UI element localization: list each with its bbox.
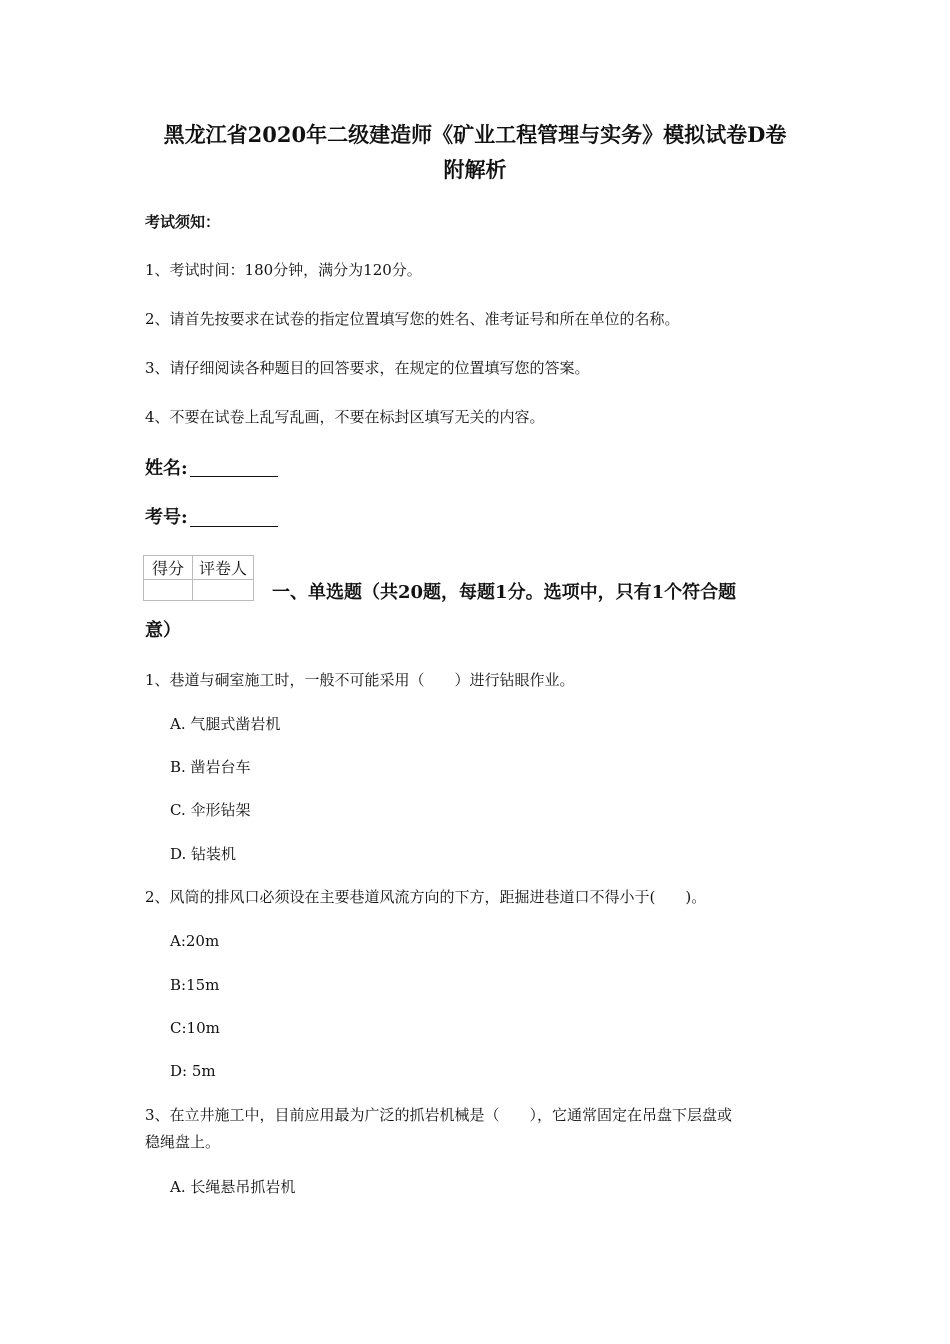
document-title: 黑龙江省2020年二级建造师《矿业工程管理与实务》模拟试卷D卷: [163, 122, 787, 147]
grader-header: 评卷人: [193, 556, 254, 580]
answer-option: A. 气腿式凿岩机: [170, 715, 281, 733]
notice-item: 4、不要在试卷上乱写乱画，不要在标封区填写无关的内容。: [145, 408, 545, 426]
question-stem-continued: 稳绳盘上。: [145, 1133, 221, 1151]
exam-number-label: 考号:: [145, 507, 188, 528]
notice-item: 3、请仔细阅读各种题目的回答要求，在规定的位置填写您的答案。: [145, 359, 590, 377]
notice-heading: 考试须知：: [145, 213, 221, 231]
answer-option: C:10m: [170, 1019, 220, 1037]
score-header: 得分: [144, 556, 193, 580]
section-heading: 一、单选题（共20题，每题1分。选项中，只有1个符合题: [272, 582, 737, 603]
answer-option: B. 凿岩台车: [170, 758, 251, 776]
answer-option: C. 伞形钻架: [170, 801, 251, 819]
answer-option: D: 5m: [170, 1062, 216, 1080]
name-label: 姓名:: [145, 458, 188, 479]
question-stem: 1、巷道与硐室施工时，一般不可能采用（ ）进行钻眼作业。: [145, 671, 575, 689]
notice-item: 1、考试时间：180分钟，满分为120分。: [145, 261, 422, 279]
question-stem: 2、风筒的排风口必须设在主要巷道风流方向的下方，距掘进巷道口不得小于( )。: [145, 888, 707, 906]
score-table: [143, 555, 254, 601]
exam-number-blank-line: [190, 526, 278, 527]
section-heading-continued: 意）: [145, 620, 181, 641]
grader-cell: [193, 580, 254, 601]
notice-item: 2、请首先按要求在试卷的指定位置填写您的姓名、准考证号和所在单位的名称。: [145, 310, 680, 328]
document-title-continued: 附解析: [443, 157, 507, 182]
score-cell: [144, 580, 193, 601]
answer-option: D. 钻装机: [170, 845, 237, 863]
question-stem: 3、在立井施工中，目前应用最为广泛的抓岩机械是（ ），它通常固定在吊盘下层盘或: [145, 1106, 733, 1124]
name-blank-line: [190, 476, 278, 477]
answer-option: A:20m: [170, 932, 220, 950]
answer-option: A. 长绳悬吊抓岩机: [170, 1178, 296, 1196]
answer-option: B:15m: [170, 976, 220, 994]
